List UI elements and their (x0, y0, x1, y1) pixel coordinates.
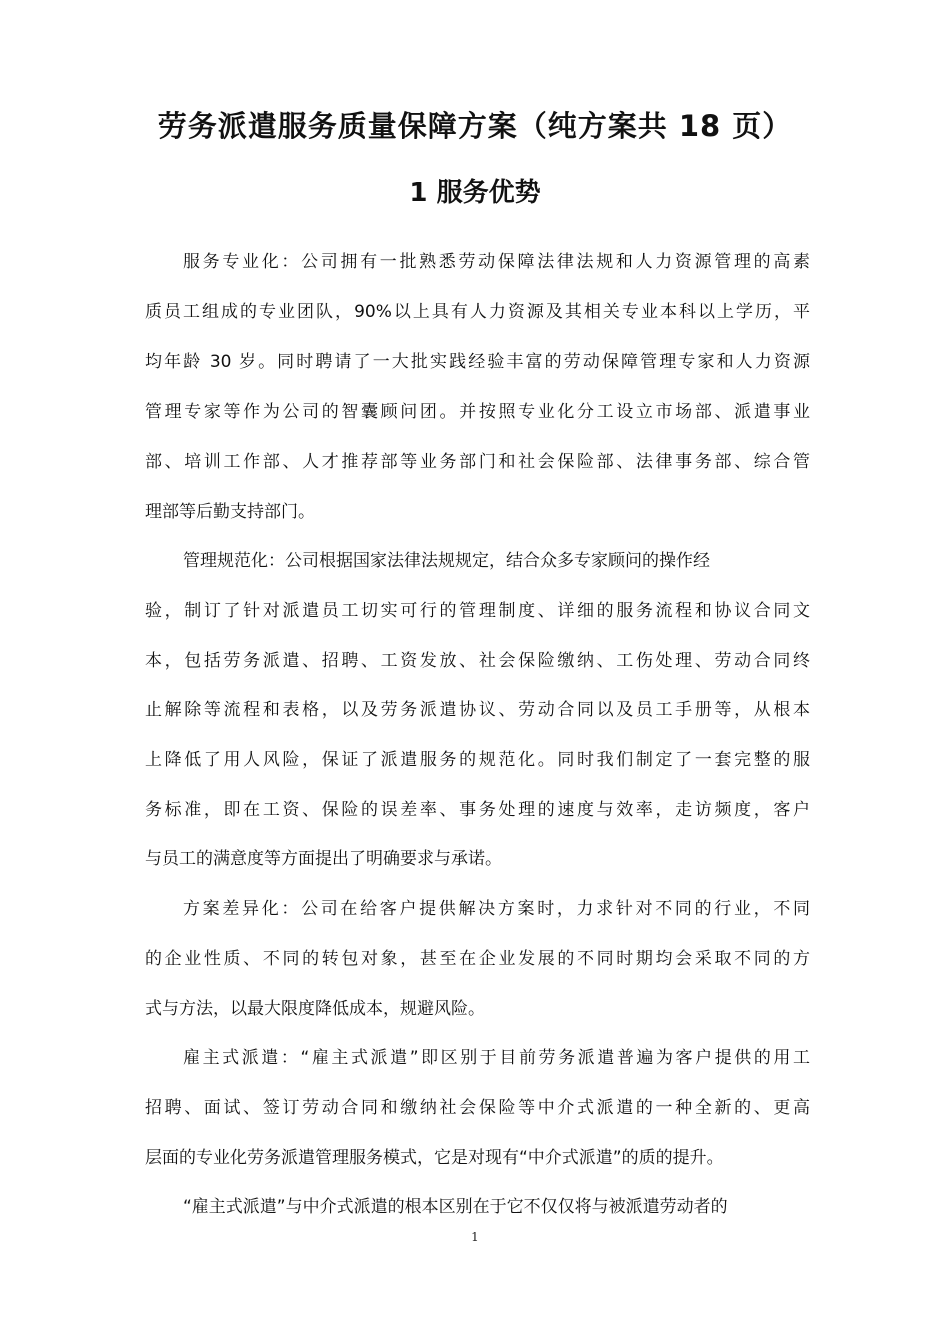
paragraph-line: 均年龄 30 岁。同时聘请了一大批实践经验丰富的劳动保障管理专家和人力资源 (145, 352, 810, 372)
paragraph-line: 雇主式派遣：“雇主式派遣”即区别于目前劳务派遣普遍为客户提供的用工 (183, 1048, 810, 1068)
paragraph-line: 管理专家等作为公司的智囊顾问团。并按照专业化分工设立市场部、派遣事业 (145, 402, 810, 422)
paragraph-line: 本，包括劳务派遣、招聘、工资发放、社会保险缴纳、工伤处理、劳动合同终 (145, 651, 810, 671)
paragraph-line: 招聘、面试、签订劳动合同和缴纳社会保险等中介式派遣的一种全新的、更高 (145, 1098, 810, 1118)
paragraph-line: 止解除等流程和表格，以及劳务派遣协议、劳动合同以及员工手册等，从根本 (145, 700, 810, 720)
paragraph-line: 方案差异化：公司在给客户提供解决方案时，力求针对不同的行业，不同 (183, 899, 810, 919)
paragraph-line: 与员工的满意度等方面提出了明确要求与承诺。 (145, 849, 502, 869)
paragraph-line: 质员工组成的专业团队，90%以上具有人力资源及其相关专业本科以上学历，平 (145, 302, 810, 322)
section-heading: 1 服务优势 (409, 178, 541, 208)
paragraph-line: 管理规范化：公司根据国家法律法规规定，结合众多专家顾问的操作经 (183, 551, 710, 571)
paragraph-line: 上降低了用人风险，保证了派遣服务的规范化。同时我们制定了一套完整的服 (145, 750, 810, 770)
paragraph-line: 务标准，即在工资、保险的误差率、事务处理的速度与效率，走访频度，客户 (145, 800, 810, 820)
paragraph-line: 理部等后勤支持部门。 (145, 502, 315, 522)
page-number: 1 (471, 1230, 479, 1244)
paragraph-line: “雇主式派遣”与中介式派遣的根本区别在于它不仅仅将与被派遣劳动者的 (183, 1197, 728, 1217)
paragraph-line: 的企业性质、不同的转包对象，甚至在企业发展的不同时期均会采取不同的方 (145, 949, 810, 969)
paragraph-line: 部、培训工作部、人才推荐部等业务部门和社会保险部、法律事务部、综合管 (145, 452, 810, 472)
document-title: 劳务派遣服务质量保障方案（纯方案共 18 页） (157, 109, 793, 143)
paragraph-line: 验，制订了针对派遣员工切实可行的管理制度、详细的服务流程和协议合同文 (145, 601, 810, 621)
paragraph-line: 式与方法，以最大限度降低成本，规避风险。 (145, 999, 485, 1019)
paragraph-line: 层面的专业化劳务派遣管理服务模式，它是对现有“中介式派遣”的质的提升。 (145, 1148, 724, 1168)
paragraph-line: 服务专业化：公司拥有一批熟悉劳动保障法律法规和人力资源管理的高素 (183, 252, 810, 272)
